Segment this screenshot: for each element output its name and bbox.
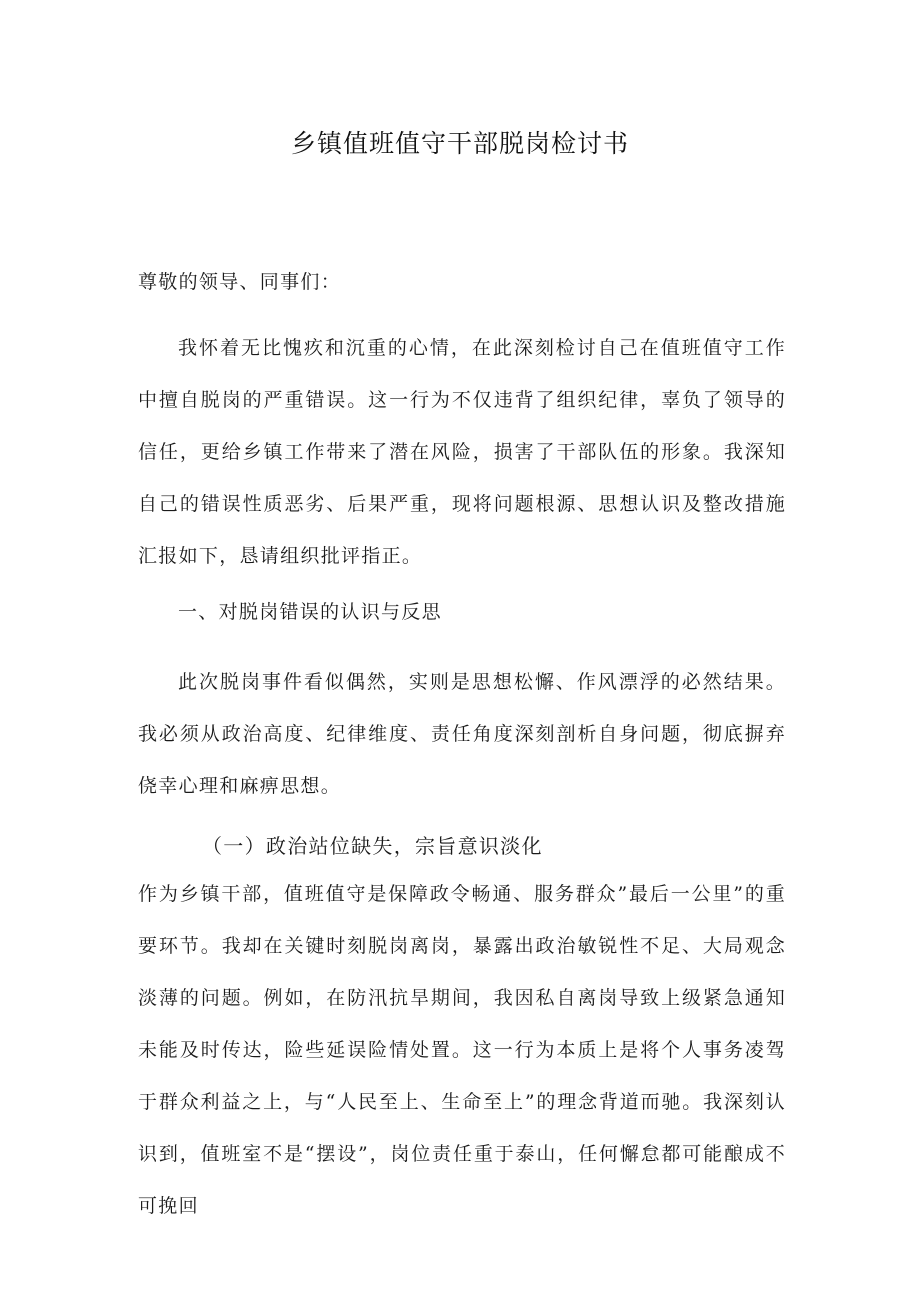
section-heading-1: 一、对脱岗错误的认识与反思: [178, 601, 442, 623]
subsection-heading-1: （一）政治站位缺失，宗旨意识淡化: [202, 834, 543, 858]
intro-paragraph: 我怀着无比愧疚和沉重的心情，在此深刻检讨自己在值班值守工作中擅自脱岗的严重错误。这一行为不仅违背了组织纪律，辜负了领导的信任，更给乡镇工作带来了潜在风险，损害了干部队伍的形象。我深知自己的错误性质恶劣、后果严重，现将问题根源、思想认识及整改措施汇报如下，恳请组织批评指正。: [138, 337, 786, 567]
section-1-paragraph: 此次脱岗事件看似偶然，实则是思想松懈、作风漂浮的必然结果。我必须从政治高度、纪律维度、责任角度深刻剖析自身问题，彻底摒弃侥幸心理和麻痹思想。: [138, 671, 786, 797]
salutation: 尊敬的领导、同事们：: [138, 271, 342, 293]
document-title: 乡镇值班值守干部脱岗检讨书: [290, 129, 629, 158]
subsection-1-paragraph: 作为乡镇干部，值班值守是保障政令畅通、服务群众”最后一公里”的重要环节。我却在关键时刻脱岗离岗，暴露出政治敏锐性不足、大局观念淡薄的问题。例如，在防汛抗旱期间，我因私自离岗导致上级紧急通知未能及时传达，险些延误险情处置。这一行为本质上是将个人事务凌驾于群众利益之上，与“人民至上、生命至上”的理念背道而驰。我深刻认识到，值班室不是“摆设”，岗位责任重于泰山，任何懈怠都可能酿成不可挽回: [138, 883, 786, 1217]
